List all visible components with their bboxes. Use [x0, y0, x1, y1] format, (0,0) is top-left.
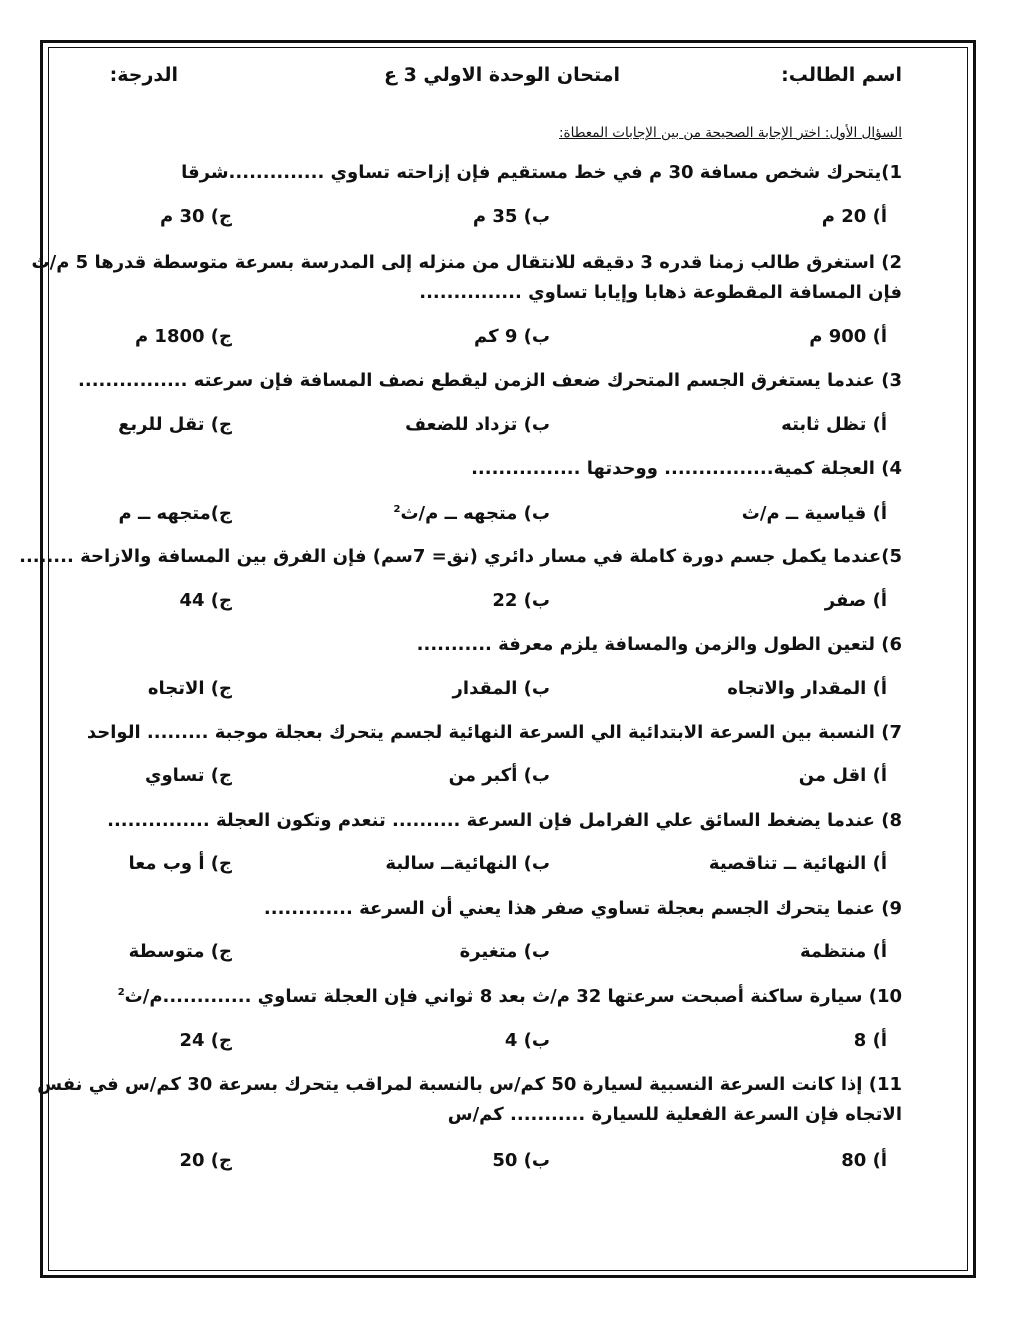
- q9-option-c: ج) متوسطة: [128, 941, 232, 962]
- q11-option-b: ب) 50: [492, 1150, 550, 1171]
- q4-option-a: أ) قياسية ــ م/ث: [741, 503, 887, 524]
- exam-title: امتحان الوحدة الاولي 3 ع: [383, 64, 620, 86]
- q4-option-b-exponent: 2: [393, 504, 401, 515]
- student-name-label: اسم الطالب:: [781, 64, 902, 86]
- question-2-line-2: فإن المسافة المقطوعة ذهابا وإيابا تساوي ...............: [419, 282, 902, 303]
- q9-option-a: أ) منتظمة: [799, 941, 887, 962]
- question-3: 3) عندما يستغرق الجسم المتحرك ضعف الزمن ليقطع نصف المسافة فإن سرعته ................: [78, 370, 902, 391]
- question-8: 8) عندما يضغط السائق علي الفرامل فإن السرعة .......... تنعدم وتكون العجلة ...............: [107, 810, 902, 831]
- q7-option-a: أ) اقل من: [798, 765, 887, 786]
- q3-option-b: ب) تزداد للضعف: [405, 414, 550, 435]
- q2-option-c: ج) 1800 م: [134, 326, 232, 347]
- q7-option-c: ج) تساوي: [145, 765, 232, 786]
- grade-label: الدرجة:: [109, 64, 178, 86]
- question-1: 1)يتحرك شخص مسافة 30 م في خط مستقيم فإن إزاحته تساوي ..............شرقا: [181, 162, 902, 183]
- q11-option-a: أ) 80: [841, 1150, 887, 1171]
- q11-option-c: ج) 20: [179, 1150, 232, 1171]
- q6-option-a: أ) المقدار والاتجاه: [727, 678, 887, 699]
- question-4: 4) العجلة كمية................ ووحدتها ................: [471, 458, 902, 479]
- q8-option-b: ب) النهائيةــ سالبة: [385, 853, 550, 874]
- question-11-line-1: 11) إذا كانت السرعة النسبية لسيارة 50 كم/س بالنسبة لمراقب يتحرك بسرعة 30 كم/س في نفس: [37, 1074, 902, 1095]
- q8-option-c: ج) أ وب معا: [128, 853, 232, 874]
- question-7: 7) النسبة بين السرعة الابتدائية الي السرعة النهائية لجسم يتحرك بعجلة موجبة ......... الواحد: [86, 722, 902, 743]
- q7-option-b: ب) أكبر من: [448, 765, 550, 786]
- q2-option-b: ب) 9 كم: [474, 326, 550, 347]
- q9-option-b: ب) متغيرة: [459, 941, 550, 962]
- q5-option-a: أ) صفر: [824, 590, 887, 611]
- section-title: السؤال الأول: اختر الإجابة الصحيحة من بين الإجابات المعطاة:: [558, 125, 902, 141]
- question-10-exponent: 2: [117, 987, 125, 998]
- question-11-line-2: الاتجاه فإن السرعة الفعلية للسيارة ........... كم/س: [447, 1104, 902, 1125]
- q1-option-a: أ) 20 م: [821, 206, 887, 227]
- q8-option-a: أ) النهائية ــ تناقصية: [708, 853, 887, 874]
- question-10: [118, 986, 902, 1008]
- question-10-text: 10) سيارة ساكنة أصبحت سرعتها 32 م/ث بعد 8 ثواني فإن العجلة تساوي .............م/ث: [124, 986, 902, 1007]
- q1-option-b: ب) 35 م: [472, 206, 550, 227]
- q6-option-b: ب) المقدار: [452, 678, 550, 699]
- q1-option-c: ج) 30 م: [160, 206, 232, 227]
- question-9: 9) عنما يتحرك الجسم بعجلة تساوي صفر هذا يعني أن السرعة .............: [263, 898, 902, 919]
- q5-option-b: ب) 22: [492, 590, 550, 611]
- q10-option-b: ب) 4: [504, 1030, 550, 1051]
- question-5: 5)عندما يكمل جسم دورة كاملة في مسار دائري (نق= 7سم) فإن الفرق بين المسافة والازاحة ........: [19, 546, 902, 567]
- q3-option-a: أ) تظل ثابته: [781, 414, 887, 435]
- q10-option-c: ج) 24: [179, 1030, 232, 1051]
- q6-option-c: ج) الاتجاه: [147, 678, 232, 699]
- q5-option-c: ج) 44: [179, 590, 232, 611]
- q4-option-b-text: ب) متجهه ــ م/ث: [400, 503, 550, 524]
- q2-option-a: أ) 900 م: [809, 326, 887, 347]
- q3-option-c: ج) تقل للربع: [118, 414, 232, 435]
- q4-option-b: [393, 503, 550, 525]
- question-6: 6) لتعين الطول والزمن والمسافة يلزم معرفة ...........: [416, 634, 902, 655]
- q4-option-c: ج)متجهه ــ م: [118, 503, 232, 524]
- q10-option-a: أ) 8: [853, 1030, 887, 1051]
- question-2-line-1: 2) استغرق طالب زمنا قدره 3 دقيقه للانتقال من منزله إلى المدرسة بسرعة متوسطة قدرها 5 م/ث: [31, 252, 902, 273]
